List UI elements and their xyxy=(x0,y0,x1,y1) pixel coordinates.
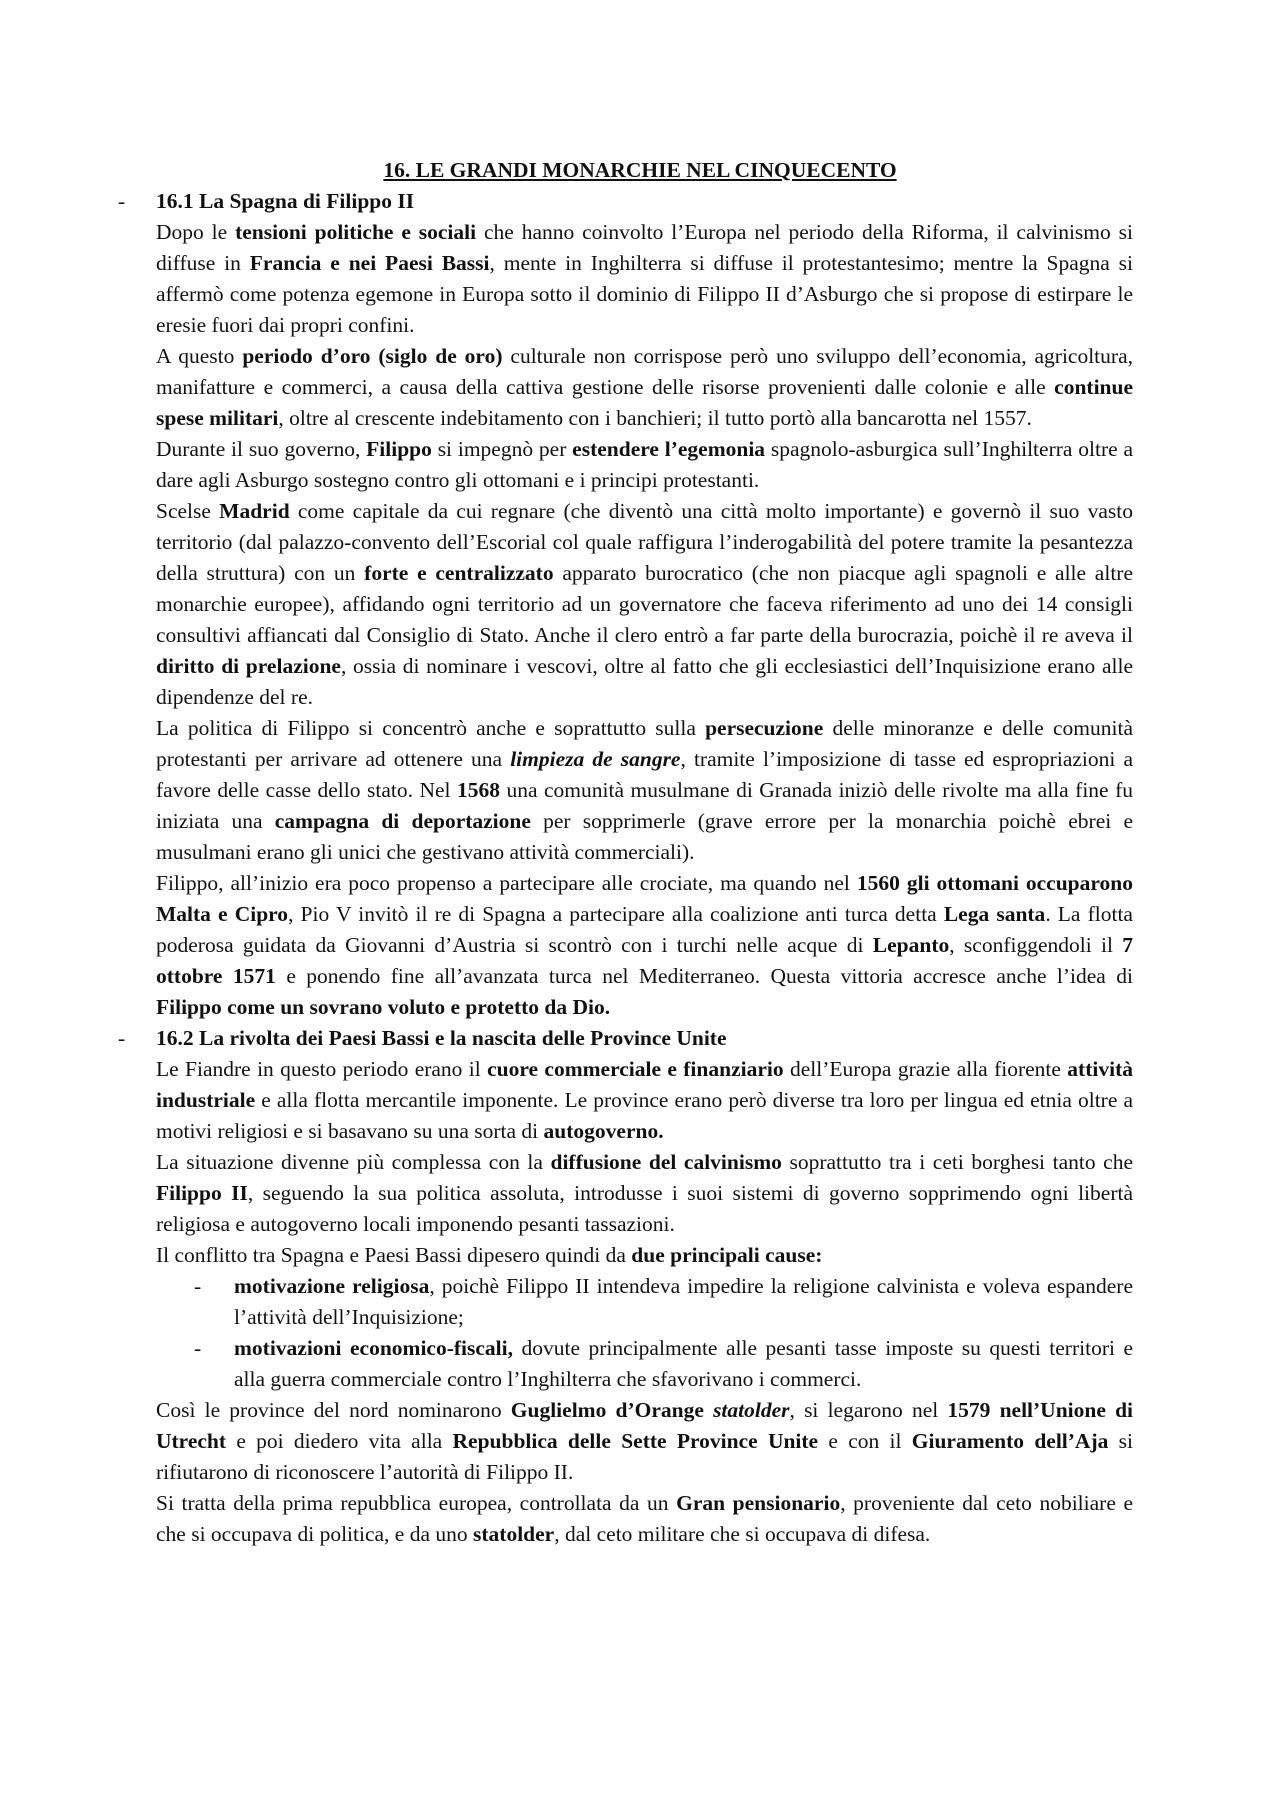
bold-text: cuore commerciale e finanziario xyxy=(487,1057,784,1081)
bold-text: tensioni politiche e sociali xyxy=(235,220,477,244)
bold-text: persecuzione xyxy=(705,716,824,740)
bullet-dash: - xyxy=(194,1274,202,1298)
bold-text: Madrid xyxy=(219,499,290,523)
bold-text: Filippo come un sovrano voluto e protetto da Dio. xyxy=(156,995,611,1019)
section-heading: - 16.2 La rivolta dei Paesi Bassi e la nascita delle Province Unite xyxy=(156,1023,1133,1054)
bold-text: diffusione del calvinismo xyxy=(550,1150,782,1174)
paragraph: Si tratta della prima repubblica europea, controllata da un Gran pensionario, proveniente dal ceto nobiliare e che si occupava di politica, e da uno statolder, dal ceto militare che si occupava di difesa. xyxy=(156,1491,1133,1546)
bold-text: autogoverno. xyxy=(543,1119,664,1143)
bold-text: estendere l’egemonia xyxy=(572,437,766,461)
bold-text: continue spese militari xyxy=(156,375,1133,430)
paragraph: Dopo le tensioni politiche e sociali che hanno coinvolto l’Europa nel periodo della Riforma, il calvinismo si diffuse in Francia e nei Paesi Bassi, mente in Inghilterra si diffuse il protestantesimo; mentre la Spagna si affermò come potenza egemone in Europa sotto il dominio di Filippo II d’Asburgo che si propose di estirpare le eresie fuori dai propri confini. xyxy=(156,220,1133,337)
bold-text: Gran pensionario xyxy=(676,1491,841,1515)
bold-text: Giuramento dell’Aja xyxy=(911,1429,1109,1453)
bold-text: forte e centralizzato xyxy=(364,561,554,585)
bold-text: Guglielmo d’Orange xyxy=(510,1398,714,1422)
bold-text: motivazioni economico-fiscali, xyxy=(234,1336,513,1360)
bold-text: statolder xyxy=(473,1522,555,1546)
bold-text: periodo d’oro (siglo de oro) xyxy=(242,344,503,368)
document-title: 16. LE GRANDI MONARCHIE NEL CINQUECENTO xyxy=(383,158,897,182)
bold-text: Lepanto xyxy=(872,933,950,957)
bold-text xyxy=(713,1398,789,1422)
paragraph: La politica di Filippo si concentrò anche e soprattutto sulla persecuzione delle minoranze e delle comunità protestanti per arrivare ad ottenere una limpieza de sangre, tramite l’imposizione di tasse ed espropriazioni a favore delle casse dello stato. Nel 1568 una comunità musulmane di Granada iniziò delle rivolte ma alla fine fu iniziata una campagna di deportazione per sopprimerle (grave errore per la monarchia poichè ebrei e musulmani erano gli unici che gestivano attività commerciali). xyxy=(156,716,1133,864)
bullet-dash: - xyxy=(194,1336,202,1360)
bold-text: 1568 xyxy=(456,778,500,802)
bold-text: Repubblica delle Sette Province Unite xyxy=(452,1429,819,1453)
paragraph: Durante il suo governo, Filippo si impegnò per estendere l’egemonia spagnolo-asburgica sull’Inghilterra oltre a dare agli Asburgo sostegno contro gli ottomani e i principi protestanti. xyxy=(156,437,1133,492)
sub-list-item: - motivazioni economico-fiscali, dovute principalmente alle pesanti tasse imposte su questi territori e alla guerra commerciale contro l’Inghilterra che sfavorivano i commerci. xyxy=(156,1333,1133,1395)
bold-text: diritto di prelazione xyxy=(156,654,341,678)
section-heading: - 16.1 La Spagna di Filippo II xyxy=(156,186,1133,217)
bold-text: 1560 gli ottomani occuparono Malta e Cipro xyxy=(156,871,1133,926)
bold-text: attività industriale xyxy=(156,1057,1133,1112)
bold-text: 7 ottobre 1571 xyxy=(156,933,1133,988)
italic-text: limpieza de sangre xyxy=(510,747,681,771)
bold-text: due principali cause: xyxy=(631,1243,823,1267)
bullet-dash: - xyxy=(118,189,126,213)
bold-text: Lega santa xyxy=(943,902,1046,926)
paragraph: La situazione divenne più complessa con la diffusione del calvinismo soprattutto tra i ceti borghesi tanto che Filippo II, seguendo la sua politica assoluta, introdusse i suoi sistemi di governo sopprimendo ogni libertà religiosa e autogoverno locali imponendo pesanti tassazioni. xyxy=(156,1150,1134,1236)
bold-text: Filippo xyxy=(366,437,432,461)
bold-text: 1579 nell’Unione di Utrecht xyxy=(156,1398,1133,1453)
bold-text: Filippo II xyxy=(156,1181,248,1205)
bullet-dash: - xyxy=(118,1026,126,1050)
paragraph: Così le province del nord nominarono Guglielmo d’Orange statolder, si legarono nel 1579 nell’Unione di Utrecht e poi diedero vita alla Repubblica delle Sette Province Unite e con il Giuramento dell’Aja si rifiutarono di riconoscere l’autorità di Filippo II. xyxy=(156,1398,1133,1484)
paragraph: Il conflitto tra Spagna e Paesi Bassi dipesero quindi da due principali cause: xyxy=(156,1243,823,1267)
sub-list-item: - motivazione religiosa, poichè Filippo II intendeva impedire la religione calvinista e voleva espandere l’attività dell’Inquisizione; xyxy=(156,1271,1133,1333)
italic-text: statolder xyxy=(713,1398,790,1422)
paragraph: Scelse Madrid come capitale da cui regnare (che diventò una città molto importante) e governò il suo vasto territorio (dal palazzo-convento dell’Escorial col quale raffigura l’inderogabilità del potere tramite la pesantezza della struttura) con un forte e centralizzato apparato burocratico (che non piacque agli spagnoli e alle altre monarchie europee), affidando ogni territorio ad un governatore che faceva riferimento ad uno dei 14 consigli consultivi affiancati dal Consiglio di Stato. Anche il clero entrò a far parte della burocrazia, poichè il re aveva il diritto di prelazione, ossia di nominare i vescovi, oltre al fatto che gli ecclesiastici dell’Inquisizione erano alle dipendenze del re. xyxy=(156,499,1134,709)
paragraph: Filippo, all’inizio era poco propenso a partecipare alle crociate, ma quando nel 1560 gli ottomani occuparono Malta e Cipro, Pio V invitò il re di Spagna a partecipare alla coalizione anti turca detta Lega santa. La flotta poderosa guidata da Giovanni d’Austria si scontrò con i turchi nelle acque di Lepanto, sconfiggendoli il 7 ottobre 1571 e ponendo fine all’avanzata turca nel Mediterraneo. Questa vittoria accresce anche l’idea di Filippo come un sovrano voluto e protetto da Dio. xyxy=(156,871,1133,1019)
paragraph: Le Fiandre in questo periodo erano il cuore commerciale e finanziario dell’Europa grazie alla fiorente attività industriale e alla flotta mercantile imponente. Le province erano però diverse tra loro per lingua ed etnia oltre a motivi religiosi e si basavano su una sorta di autogoverno. xyxy=(156,1057,1133,1143)
bold-text: campagna di deportazione xyxy=(274,809,531,833)
bold-text: Francia e nei Paesi Bassi xyxy=(249,251,490,275)
bold-text: motivazione religiosa xyxy=(234,1274,430,1298)
bold-text xyxy=(510,747,680,771)
document-body xyxy=(118,186,1134,1550)
paragraph: A questo periodo d’oro (siglo de oro) culturale non corrispose però uno sviluppo dell’economia, agricoltura, manifatture e commerci, a causa della cattiva gestione delle risorse provenienti dalle colonie e alle continue spese militari, oltre al crescente indebitamento con i banchieri; il tutto portò alla bancarotta nel 1557. xyxy=(156,344,1133,430)
